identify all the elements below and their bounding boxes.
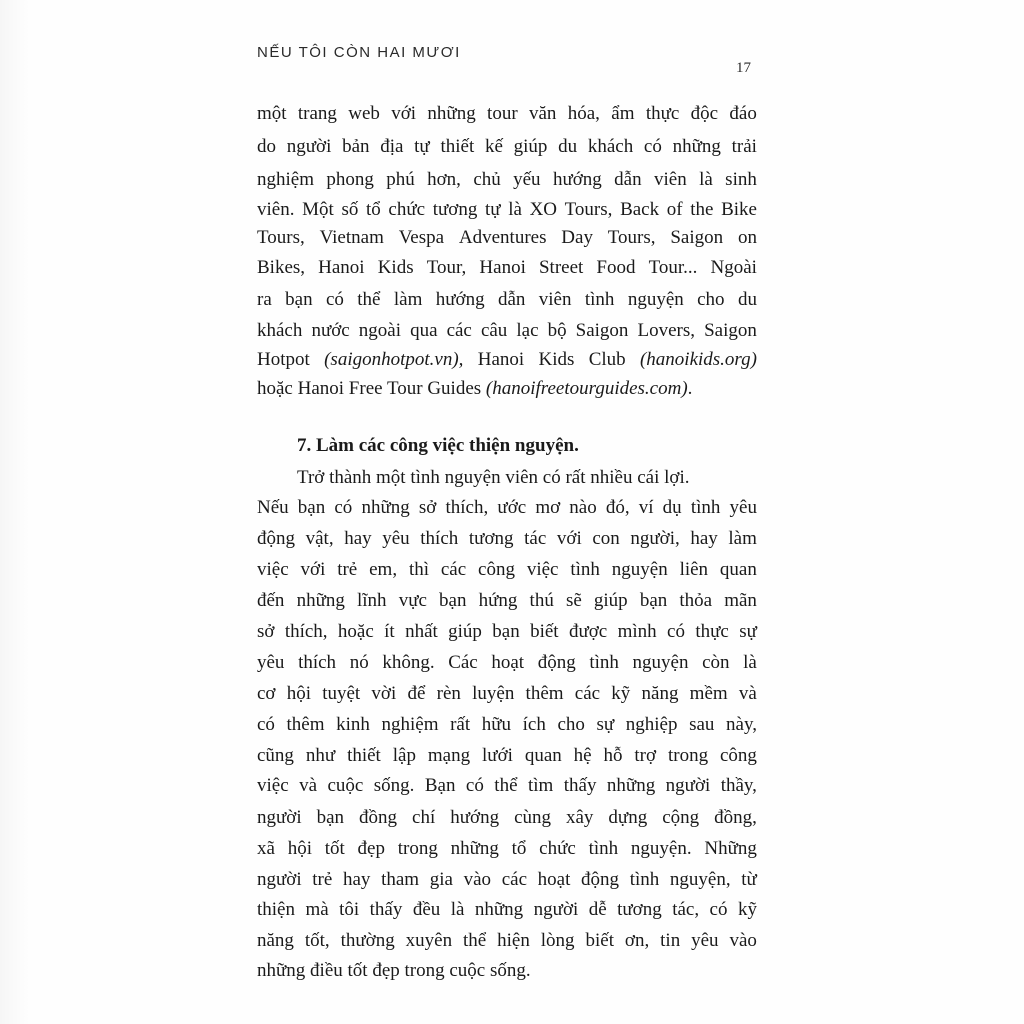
text-line: cũng như thiết lập mạng lưới quan hệ hỗ trợ trong công xyxy=(257,745,757,766)
text-line: yêu thích nó không. Các hoạt động tình nguyện còn là xyxy=(257,652,757,673)
text-line: một trang web với những tour văn hóa, ẩm thực độc đáo xyxy=(257,103,757,124)
text-line: Tours, Vietnam Vespa Adventures Day Tours, Saigon on xyxy=(257,227,757,248)
text-line: cơ hội tuyệt vời để rèn luyện thêm các kỹ năng mềm và xyxy=(257,683,757,704)
text-line: do người bản địa tự thiết kế giúp du khách có những trải xyxy=(257,136,757,157)
running-title: NẾU TÔI CÒN HAI MƯƠI xyxy=(257,44,461,61)
text-line: việc với trẻ em, thì các công việc tình nguyện liên quan xyxy=(257,559,757,580)
text-line: động vật, hay yêu thích tương tác với con người, hay làm xyxy=(257,528,757,549)
page-number: 17 xyxy=(736,60,751,76)
text-line: Bikes, Hanoi Kids Tour, Hanoi Street Food Tour... Ngoài xyxy=(257,257,757,278)
text-line: việc và cuộc sống. Bạn có thể tìm thấy những người thầy, xyxy=(257,775,757,796)
text-line: sở thích, hoặc ít nhất giúp bạn biết được mình có thực sự xyxy=(257,621,757,642)
text-line: những điều tốt đẹp trong cuộc sống. xyxy=(257,960,531,981)
text-line: thiện mà tôi thấy đều là những người dễ tương tác, có kỹ xyxy=(257,899,757,920)
text-line: Hotpot (saigonhotpot.vn), Hanoi Kids Club (hanoikids.org) xyxy=(257,349,757,370)
text-line: xã hội tốt đẹp trong những tổ chức tình nguyện. Những xyxy=(257,838,757,859)
text-line: hoặc Hanoi Free Tour Guides (hanoifreetourguides.com). xyxy=(257,378,693,399)
text-line: viên. Một số tổ chức tương tự là XO Tours, Back of the Bike xyxy=(257,199,757,220)
text-line: có thêm kinh nghiệm rất hữu ích cho sự nghiệp sau này, xyxy=(257,714,757,735)
text-line: ra bạn có thể làm hướng dẫn viên tình nguyện cho du xyxy=(257,289,757,310)
text-line: Trở thành một tình nguyện viên có rất nhiều cái lợi. xyxy=(297,467,690,488)
text-line: đến những lĩnh vực bạn hứng thú sẽ giúp bạn thỏa mãn xyxy=(257,590,757,611)
text-line: người trẻ hay tham gia vào các hoạt động tình nguyện, từ xyxy=(257,869,757,890)
text-line: năng tốt, thường xuyên thể hiện lòng biết ơn, tin yêu vào xyxy=(257,930,757,951)
section-heading: 7. Làm các công việc thiện nguyện. xyxy=(297,435,579,456)
binding-shadow xyxy=(0,0,30,1024)
text-line: Nếu bạn có những sở thích, ước mơ nào đó, ví dụ tình yêu xyxy=(257,497,757,518)
text-line: khách nước ngoài qua các câu lạc bộ Saigon Lovers, Saigon xyxy=(257,320,757,341)
text-line: nghiệm phong phú hơn, chủ yếu hướng dẫn viên là sinh xyxy=(257,169,757,190)
text-line: người bạn đồng chí hướng cùng xây dựng cộng đồng, xyxy=(257,807,757,828)
